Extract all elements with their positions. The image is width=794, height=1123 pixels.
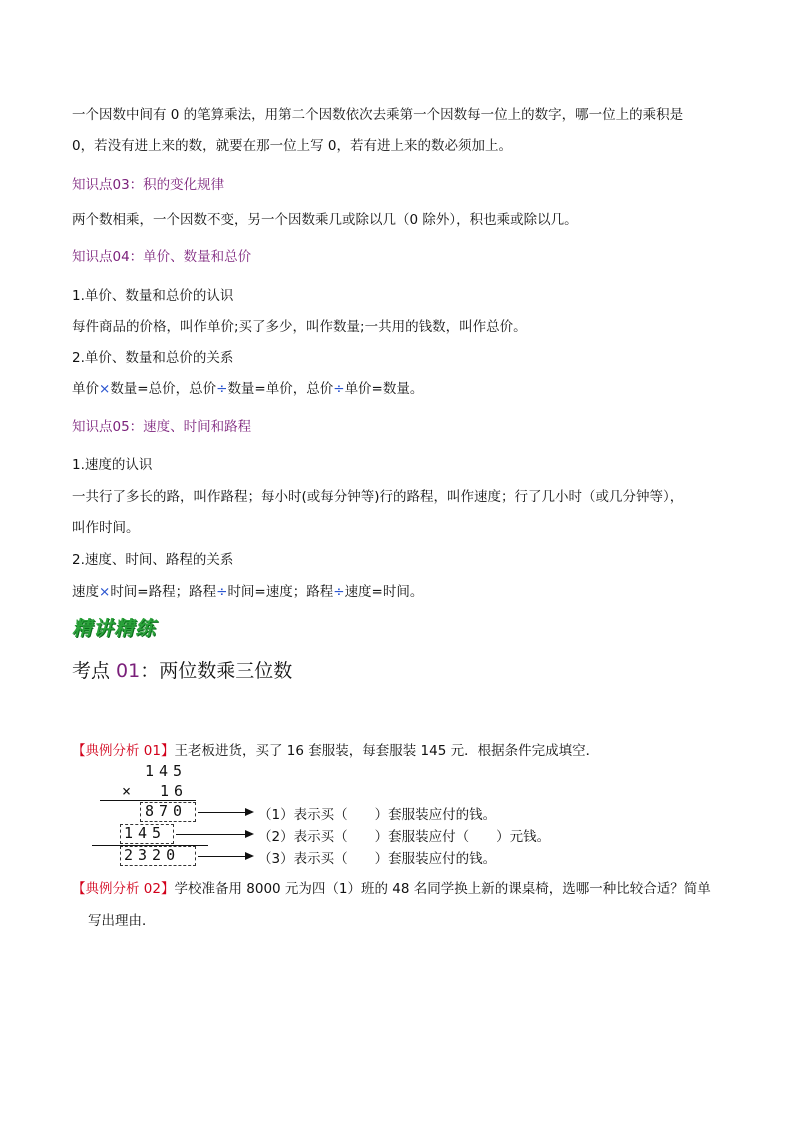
kp05-sub1: 1.速度的认识	[72, 457, 153, 473]
formula-part: 单价=数量。	[344, 381, 424, 397]
section-title: 精讲精练	[72, 616, 156, 640]
kp05-text1b: 叫作时间。	[72, 520, 140, 536]
kp04-sub1: 1.单价、数量和总价的认识	[72, 288, 234, 304]
multiplicand: 145	[145, 762, 188, 780]
example2-text-2: 写出理由．	[88, 913, 156, 929]
kp04-title: 知识点04：单价、数量和总价	[72, 249, 252, 265]
kp03-text: 两个数相乘，一个因数不变，另一个因数乘几或除以几（0 除外），积也乘或除以几。	[72, 212, 578, 228]
calc-rule-1	[100, 800, 196, 801]
formula-part: 速度=时间。	[344, 584, 424, 600]
example2-question	[72, 877, 711, 897]
exam-point-heading	[72, 656, 292, 683]
divide-sign: ÷	[216, 381, 228, 397]
product-total: 2320	[124, 846, 181, 864]
note-2: （2）表示买（ ）套服装应付（ ）元钱。	[258, 829, 551, 845]
example1-text: 王老板进货，买了 16 套服装，每套服装 145 元．根据条件完成填空．	[174, 743, 600, 759]
kp04-text1: 每件商品的价格，叫作单价;买了多少，叫作数量;一共用的钱数，叫作总价。	[72, 319, 527, 335]
divide-sign: ÷	[333, 584, 345, 600]
note-1: （1）表示买（ ）套服装应付的钱。	[258, 807, 497, 823]
exam-number: 01	[116, 660, 141, 682]
example1-question	[72, 739, 599, 759]
formula-part: 数量=单价，总价	[227, 381, 334, 397]
intro-line-1: 一个因数中间有 0 的笔算乘法，用第二个因数依次去乘第一个因数每一位上的数字，哪一位上的乘积是	[72, 107, 684, 123]
multiplier: 16	[160, 782, 189, 800]
multiply-sign: ×	[99, 584, 111, 600]
divide-sign: ÷	[216, 584, 228, 600]
kp03-title: 知识点03：积的变化规律	[72, 177, 225, 193]
kp05-sub2: 2.速度、时间、路程的关系	[72, 552, 234, 568]
kp05-text1: 一共行了多长的路，叫作路程；每小时(或每分钟等)行的路程，叫作速度；行了几小时（或几分钟等），	[72, 489, 684, 505]
formula-part: 时间=速度；路程	[227, 584, 334, 600]
arrow-right-icon	[176, 834, 252, 835]
formula-part: 单价	[72, 381, 99, 397]
formula-part: 速度	[72, 584, 99, 600]
exam-label: 考点	[72, 660, 117, 682]
kp05-title: 知识点05：速度、时间和路程	[72, 419, 252, 435]
divide-sign: ÷	[333, 381, 345, 397]
note-3: （3）表示买（ ）套服装应付的钱。	[258, 851, 497, 867]
example2-text: 学校准备用 8000 元为四（1）班的 48 名同学换上新的课桌椅，选哪一种比较合适？简单	[174, 881, 711, 897]
formula-part: 时间=路程；路程	[110, 584, 217, 600]
kp05-formula	[72, 580, 423, 600]
example1-tag: 【典例分析 01】	[72, 743, 175, 759]
exam-title: ：两位数乘三位数	[140, 660, 293, 682]
times-sign: ×	[122, 782, 137, 800]
arrow-right-icon	[198, 812, 252, 813]
partial-product-2: 145	[124, 824, 167, 842]
intro-line-2: 0，若没有进上来的数，就要在那一位上写 0，若有进上来的数必须加上。	[72, 138, 512, 154]
formula-part: 数量=总价，总价	[110, 381, 217, 397]
partial-product-1: 870	[145, 802, 188, 820]
kp04-formula	[72, 377, 423, 397]
kp04-sub2: 2.单价、数量和总价的关系	[72, 350, 234, 366]
multiply-sign: ×	[99, 381, 111, 397]
example2-tag: 【典例分析 02】	[72, 881, 175, 897]
arrow-right-icon	[198, 856, 252, 857]
